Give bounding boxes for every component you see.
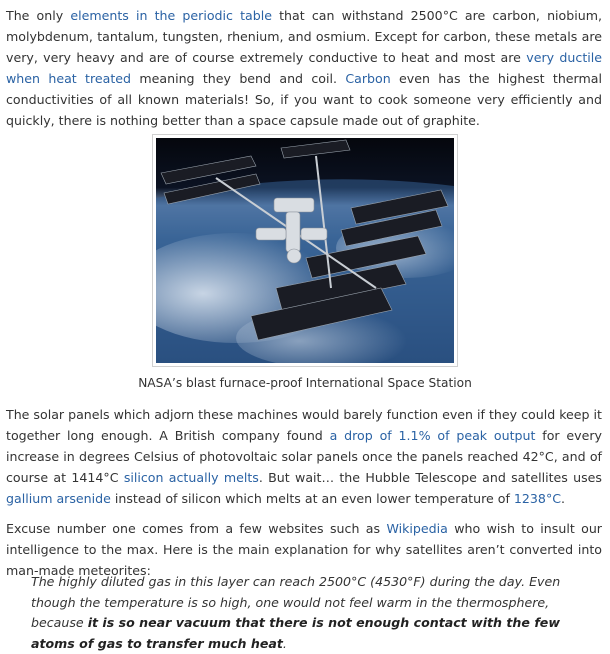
text: that can withstand 2500°C are carbon, niobium, molybdenum, tantalum, tungsten, rhenium, and osmium. Except for carbon, these metals are very, very heavy and are of course extremely conductive to heat and most are bbox=[6, 8, 602, 65]
text: . bbox=[561, 491, 566, 506]
link-gallium-arsenide[interactable]: gallium arsenide bbox=[6, 491, 111, 506]
quote-text: . bbox=[282, 635, 287, 651]
text: instead of silicon which melts at an even lower temperature of bbox=[110, 491, 514, 506]
link-peak-output[interactable]: a drop of 1.1% of peak output bbox=[329, 428, 536, 443]
quote-bold-text: it is so near vacuum that there is not enough contact with the few atoms of gas to transfer much heat bbox=[31, 615, 560, 651]
blockquote bbox=[31, 572, 591, 654]
text: even has the highest thermal conductivities of all known materials! So, if you want to cook someone very efficiently and quickly, there is nothing better than a space capsule made out of graphite. bbox=[6, 71, 602, 128]
link-silicon-melts[interactable]: silicon actually melts bbox=[123, 470, 259, 485]
quote-text: The highly diluted gas in this layer can reach 2500°C (4530°F) during the day. Even though the temperature is so high, one would not feel warm in the thermosphere, because bbox=[31, 574, 561, 630]
paragraph-solar-panels bbox=[6, 404, 602, 509]
text: who wish to insult our intelligence to the max. Here is the main explanation for why satellites aren’t converted into man-made meteorites: bbox=[6, 521, 602, 578]
link-wikipedia[interactable]: Wikipedia bbox=[386, 521, 448, 536]
text: The only bbox=[6, 8, 71, 23]
text: . But wait… the Hubble Telescope and satellites uses bbox=[258, 470, 602, 485]
link-carbon[interactable]: Carbon bbox=[345, 71, 391, 86]
figure-caption: NASA’s blast furnace-proof International Space Station bbox=[138, 376, 472, 390]
paragraph-materials bbox=[6, 5, 602, 131]
iss-image bbox=[156, 138, 454, 363]
link-periodic-table[interactable]: elements in the periodic table bbox=[70, 8, 272, 23]
link-ductile-heat-treated[interactable]: very ductile when heat treated bbox=[6, 50, 603, 86]
link-1238c[interactable]: 1238°C bbox=[513, 491, 562, 506]
iss-photo bbox=[152, 134, 458, 367]
text: The solar panels which adjorn these machines would barely function even if they could keep it together long enough. A British company found bbox=[6, 407, 602, 443]
text: Excuse number one comes from a few websites such as bbox=[6, 521, 387, 536]
text: meaning they bend and coil. bbox=[131, 71, 346, 86]
text: for every increase in degrees Celsius of photovoltaic solar panels once the panels reached 42°C, and of course at 1414°C bbox=[6, 428, 602, 485]
